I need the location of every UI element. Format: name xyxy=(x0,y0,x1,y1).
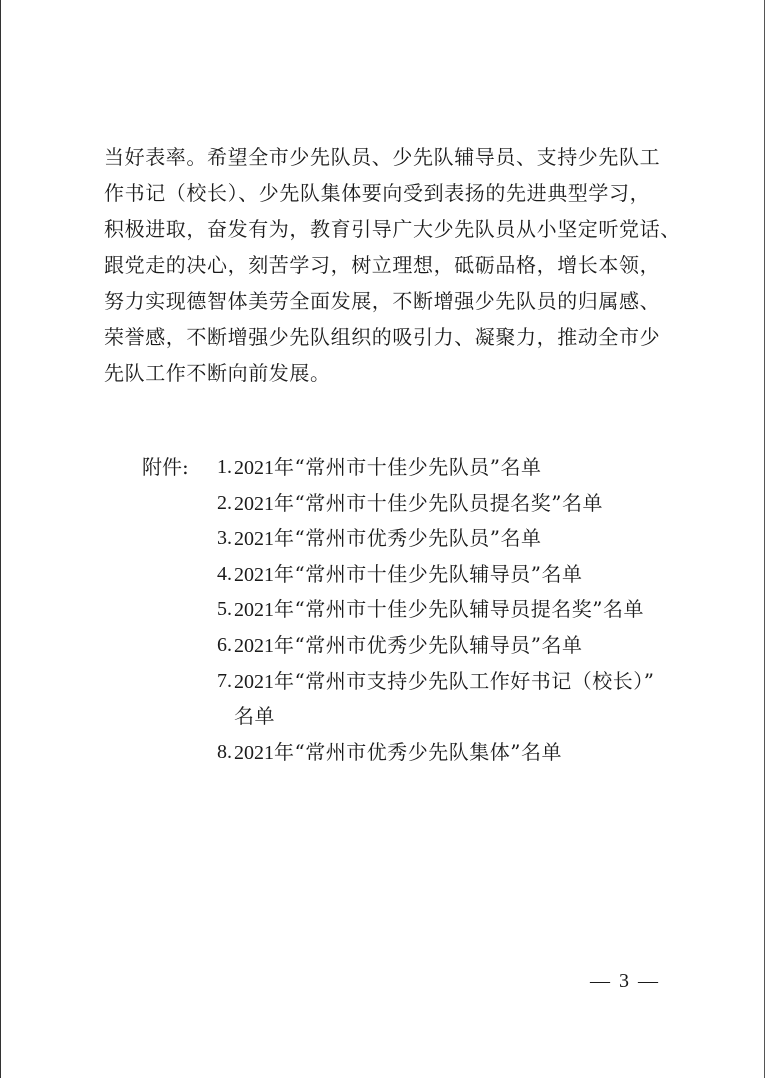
attachment-title-text: 年“常州市十佳少先队辅导员提名奖”名单 xyxy=(274,597,644,622)
body-line: 跟党走的决心，刻苦学习，树立理想，砥砺品格，增长本领， xyxy=(104,253,661,277)
attachment-title-text: 年“常州市十佳少先队员”名单 xyxy=(274,455,542,479)
attachment-title-text: 年“常州市优秀少先队辅导员”名单 xyxy=(274,632,583,657)
attachment-item xyxy=(142,521,722,557)
attachment-title-text: 年“常州市支持少先队工作好书记（校长）” xyxy=(274,668,655,693)
attachment-year: 2021 xyxy=(234,563,274,586)
attachment-year: 2021 xyxy=(234,741,274,764)
attachment-title xyxy=(234,592,644,629)
attachment-title xyxy=(234,735,562,772)
attachment-number: 8. xyxy=(217,740,232,763)
body-line: 积极进取，奋发有为，教育引导广大少先队员从小坚定听党话、 xyxy=(104,217,681,241)
attachment-list xyxy=(142,450,722,770)
attachment-title xyxy=(234,557,582,594)
attachment-title-text: 年“常州市十佳少先队员提名奖”名单 xyxy=(274,490,603,515)
attachment-number: 3. xyxy=(217,527,232,550)
attachment-number: 7. xyxy=(217,669,232,692)
attachment-number: 1. xyxy=(217,456,232,478)
attachment-item xyxy=(142,664,722,700)
page-edge-left xyxy=(0,0,1,1078)
attachment-item xyxy=(142,735,722,771)
attachment-title-text: 年“常州市十佳少先队辅导员”名单 xyxy=(274,561,583,586)
attachment-year: 2021 xyxy=(234,599,274,622)
attachment-item xyxy=(142,628,722,664)
attachment-year: 2021 xyxy=(234,528,274,551)
attachment-year: 2021 xyxy=(234,634,274,657)
body-line: 当好表率。希望全市少先队员、少先队辅导员、支持少先队工 xyxy=(104,145,661,169)
body-line: 努力实现德智体美劳全面发展，不断增强少先队员的归属感、 xyxy=(104,289,661,313)
attachment-item xyxy=(142,592,722,628)
attachment-number: 6. xyxy=(217,633,232,656)
attachment-title-text: 年“常州市优秀少先队员”名单 xyxy=(274,526,542,551)
body-line: 荣誉感，不断增强少先队组织的吸引力、凝聚力，推动全市少 xyxy=(104,325,661,349)
attachment-item-continuation xyxy=(142,699,722,735)
attachment-title xyxy=(234,521,541,558)
attachment-item xyxy=(142,557,722,593)
attachment-number: 4. xyxy=(217,562,232,585)
attachment-number: 5. xyxy=(217,598,232,621)
attachment-year: 2021 xyxy=(234,670,274,693)
body-line: 作书记（校长）、少先队集体要向受到表扬的先进典型学习， xyxy=(104,181,651,205)
attachment-label: 附件: xyxy=(142,455,189,479)
attachment-title xyxy=(234,450,541,487)
attachment-title xyxy=(234,664,654,701)
attachment-title-text: 年“常州市优秀少先队集体”名单 xyxy=(274,739,562,764)
attachment-title xyxy=(234,628,582,665)
body-line: 先队工作不断向前发展。 xyxy=(104,361,331,385)
attachment-title xyxy=(234,486,603,523)
attachment-item xyxy=(142,486,722,522)
body-paragraph xyxy=(104,139,694,391)
attachment-year: 2021 xyxy=(234,457,274,479)
attachment-number: 2. xyxy=(217,491,232,514)
attachment-item xyxy=(142,450,722,486)
attachment-title-continuation: 名单 xyxy=(234,704,275,729)
attachment-year: 2021 xyxy=(234,492,274,515)
page-number: — 3 — xyxy=(590,970,660,992)
